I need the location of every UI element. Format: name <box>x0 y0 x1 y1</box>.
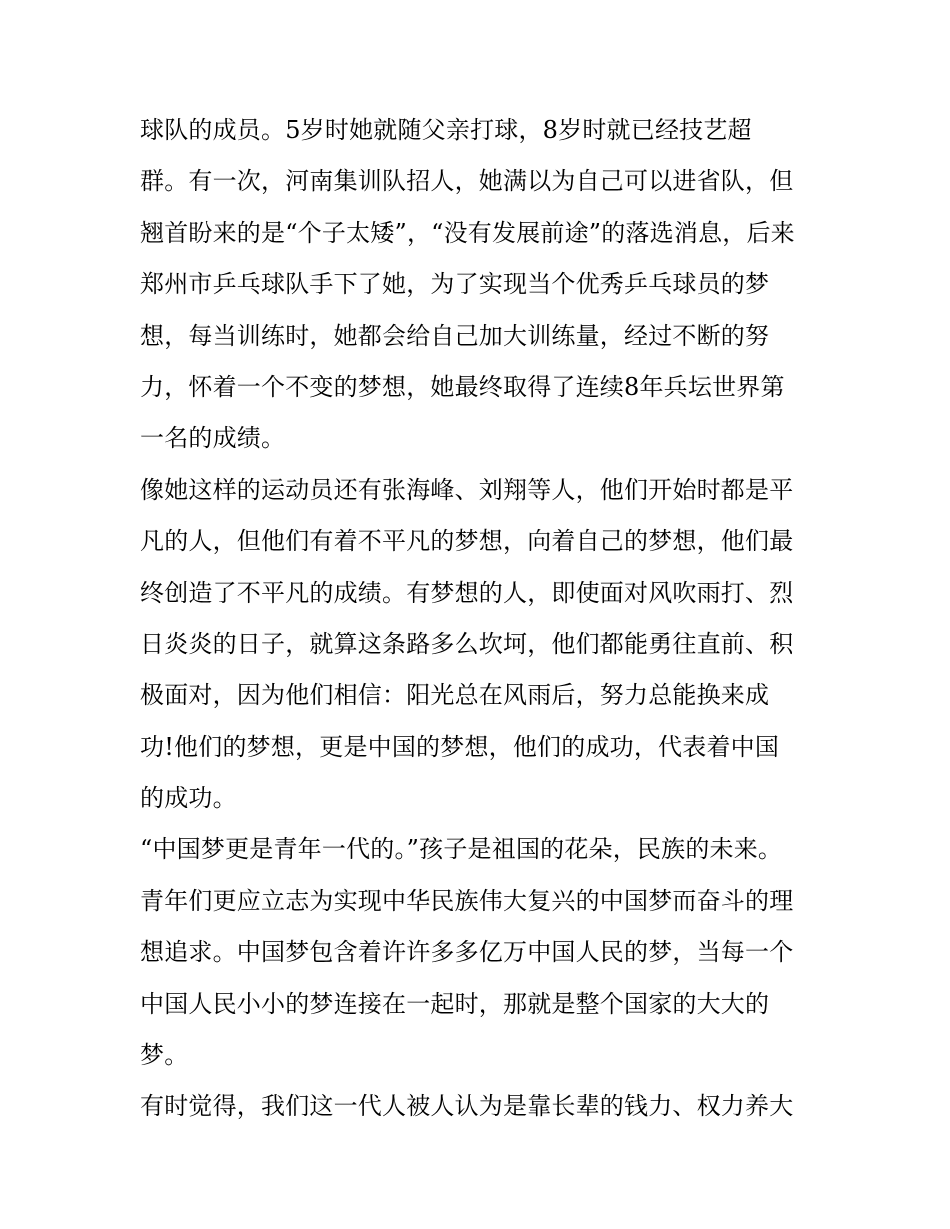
text-line: 想追求。中国梦包含着许许多多亿万中国人民的梦，当每一个 <box>140 938 794 967</box>
text-line: 球队的成员。5岁时她就随父亲打球，8岁时就已经技艺超 <box>140 116 752 144</box>
text-line: 功!他们的梦想，更是中国的梦想，他们的成功，代表着中国 <box>140 732 780 761</box>
text-line: 有时觉得，我们这一代人被人认为是靠长辈的钱力、权力养大 <box>140 1092 794 1121</box>
text-line: 梦。 <box>140 1041 189 1070</box>
text-line: 像她这样的运动员还有张海峰、刘翔等人，他们开始时都是平 <box>140 475 794 504</box>
text-line: 力，怀着一个不变的梦想，她最终取得了连续8年兵坛世界第 <box>140 372 785 401</box>
document-body-text <box>140 105 820 1133</box>
text-line: 终创造了不平凡的成绩。有梦想的人，即使面对风吹雨打、烈 <box>140 578 794 607</box>
text-line: 的成功。 <box>140 784 237 813</box>
text-line: 日炎炎的日子，就算这条路多么坎坷，他们都能勇往直前、积 <box>140 629 794 658</box>
text-line: 翘首盼来的是“个子太矮”，“没有发展前途”的落选消息，后来 <box>140 218 795 247</box>
text-line: 凡的人，但他们有着不平凡的梦想，向着自己的梦想，他们最 <box>140 527 794 556</box>
text-line: 郑州市乒乓球队手下了她，为了实现当个优秀乒乓球员的梦 <box>140 270 770 299</box>
text-line: 群。有一次，河南集训队招人，她满以为自己可以进省队，但 <box>140 167 794 196</box>
text-line: 想，每当训练时，她都会给自己加大训练量，经过不断的努 <box>140 321 770 350</box>
text-line: 一名的成绩。 <box>140 424 286 453</box>
text-line: 青年们更应立志为实现中华民族伟大复兴的中国梦而奋斗的理 <box>140 886 794 915</box>
text-line: 中国人民小小的梦连接在一起时，那就是整个国家的大大的 <box>140 989 770 1018</box>
text-line: “中国梦更是青年一代的。”孩子是祖国的花朵，民族的未来。 <box>140 835 783 864</box>
text-line: 极面对，因为他们相信：阳光总在风雨后，努力总能换来成 <box>140 681 770 710</box>
